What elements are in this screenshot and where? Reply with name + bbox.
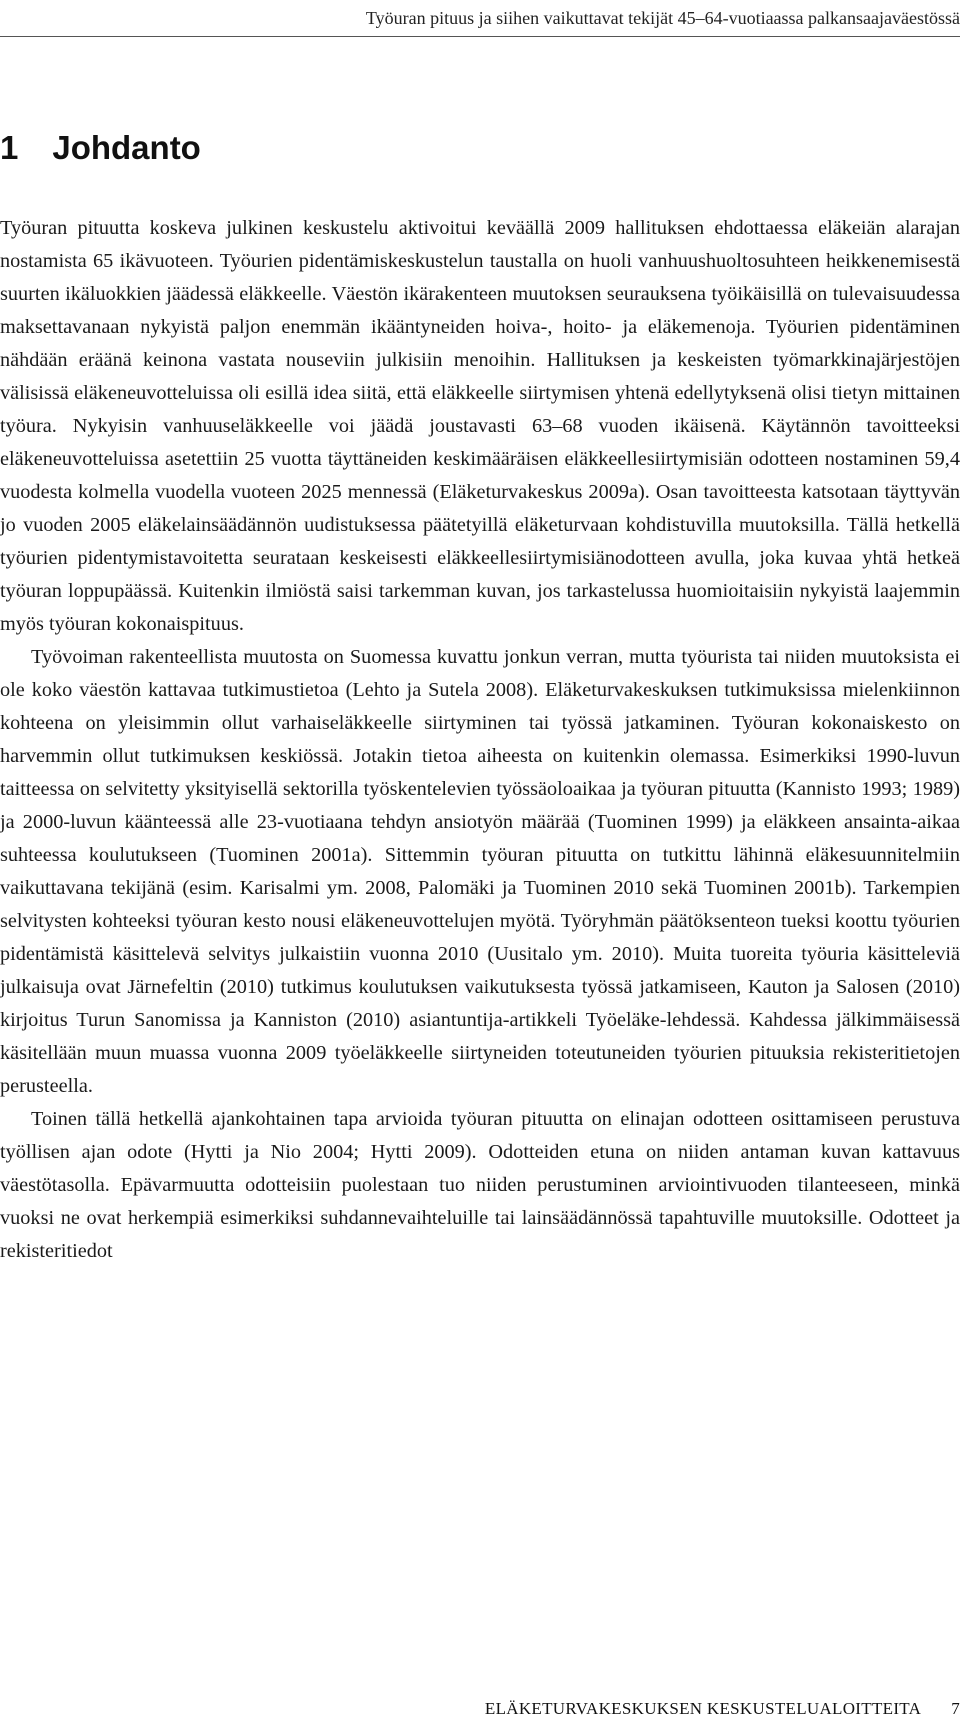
chapter-number: 1 bbox=[0, 129, 19, 166]
page-number: 7 bbox=[951, 1699, 960, 1718]
paragraph-3: Toinen tällä hetkellä ajankohtainen tapa arvioida työuran pituutta on elinajan odotteen osittamiseen perustuva työllisen ajan odote (Hytti ja Nio 2004; Hytti 2009). Odotteiden etuna on niiden antaman kuvan kattavuus väestötasolla. Epävarmuutta odotteisiin puolestaan tuo niiden perustuminen arviointivuoden tilanteeseen, minkä vuoksi ne ovat herkempiä esimerkiksi suhdannevaihteluille tai lainsäädännössä tapahtuville muutoksille. Odotteet ja rekisteritiedot bbox=[0, 1108, 960, 1262]
chapter-title: Johdanto bbox=[52, 129, 201, 166]
paragraph-2: Työvoiman rakenteellista muutosta on Suomessa kuvattu jonkun verran, mutta työurista tai niiden muutoksista ei ole koko väestön kattavaa tutkimustietoa (Lehto ja Sutela 2008). Eläketurvakeskuksen tutkimuksissa mielenkiinnon kohteena on yleisimmin ollut varhaiseläkkeelle siirtyminen tai työssä jatkaminen. Työuran kokonaiskesto on harvemmin ollut tutkimuksen keskiössä. Jotakin tietoa aiheesta on kuitenkin olemassa. Esimerkiksi 1990-luvun taitteessa on selvitetty yksityisellä sektorilla työskentelevien työssäoloaikaa ja työuran pituutta (Kannisto 1993; 1989) ja 2000-luvun käänteessä alle 23-vuotiaana tehdyn ansiotyön määrää (Tuominen 1999) ja eläkkeen ansainta-aikaa suhteessa koulutukseen (Tuominen 2001a). Sittemmin työuran pituutta on tutkittu lähinnä eläkesuunnitelmiin vaikuttavana tekijänä (esim. Karisalmi ym. 2008, Palomäki ja Tuominen 2010 sekä Tuominen 2001b). Tarkempien selvitysten kohteeksi työuran kesto nousi eläkeneuvottelujen myötä. Työryhmän päätöksenteon tueksi koottu työurien pidentämistä käsittelevä selvitys julkaistiin vuonna 2010 (Uusitalo ym. 2010). Muita tuoreita työuria käsitteleviä julkaisuja ovat Järnefeltin (2010) tutkimus koulutuksen vaikutuksesta työssä jatkamiseen, Kauton ja Salosen (2010) kirjoitus Turun Sanomissa ja Kanniston (2010) asiantuntija-artikkeli Työeläke-lehdessä. Kahdessa jälkimmäisessä käsitellään muun muassa vuonna 2009 työeläkkeelle siirtyneiden toteutuneiden työurien pituuksia rekisteritietojen perusteella. bbox=[0, 646, 960, 1097]
footer-series-title: ELÄKETURVAKESKUKSEN KESKUSTELUALOITTEITA bbox=[484, 1699, 922, 1718]
page-footer bbox=[0, 1697, 960, 1721]
paragraph-1: Työuran pituutta koskeva julkinen keskustelu aktivoitui keväällä 2009 hallituksen ehdottaessa eläkeiän alarajan nostamista 65 ikävuoteen. Työurien pidentämiskeskustelun taustalla on huoli vanhuushuoltosuhteen heikkenemisestä suurten ikäluokkien jäädessä eläkkeelle. Väestön ikärakenteen muutoksen seurauksena työikäisillä on tulevaisuudessa maksettavanaan nykyistä paljon enemmän ikääntyneiden hoiva-, hoito- ja eläkemenoja. Työurien pidentäminen nähdään eräänä keinona vastata nouseviin julkisiin menoihin. Hallituksen ja keskeisten työmarkkinajärjestöjen välisissä eläkeneuvotteluissa oli esillä idea siitä, että eläkkeelle siirtymisen yhtenä edellytyksenä olisi tietyn mittainen työura. Nykyisin vanhuuseläkkeelle voi jäädä joustavasti 63–68 vuoden ikäisenä. Käytännön tavoitteeksi eläkeneuvotteluissa asetettiin 25 vuotta täyttäneiden keskimääräisen eläkkeellesiirtymisiän odotteen nostaminen 59,4 vuodesta kolmella vuodella vuoteen 2025 mennessä (Eläketurvakeskus 2009a). Osan tavoitteesta katsotaan täyttyvän jo vuoden 2005 eläkelainsäädännön uudistuksessa päätetyillä eläketurvaan kohdistuvilla muutoksilla. Tällä hetkellä työurien pidentymistavoitetta seurataan keskeisesti eläkkeellesiirtymisiänodotteen avulla, joka kuvaa yhtä hetkeä työuran loppupäässä. Kuitenkin ilmiöstä saisi tarkemman kuvan, jos tarkastelussa huomioitaisiin nykyistä laajemmin myös työuran kokonaispituus. bbox=[0, 217, 960, 635]
chapter-heading bbox=[0, 128, 201, 168]
running-header: Työuran pituus ja siihen vaikuttavat tekijät 45–64-vuotiaassa palkansaajaväestössä bbox=[365, 8, 960, 28]
body-text bbox=[0, 212, 960, 1268]
header-divider bbox=[0, 36, 960, 37]
